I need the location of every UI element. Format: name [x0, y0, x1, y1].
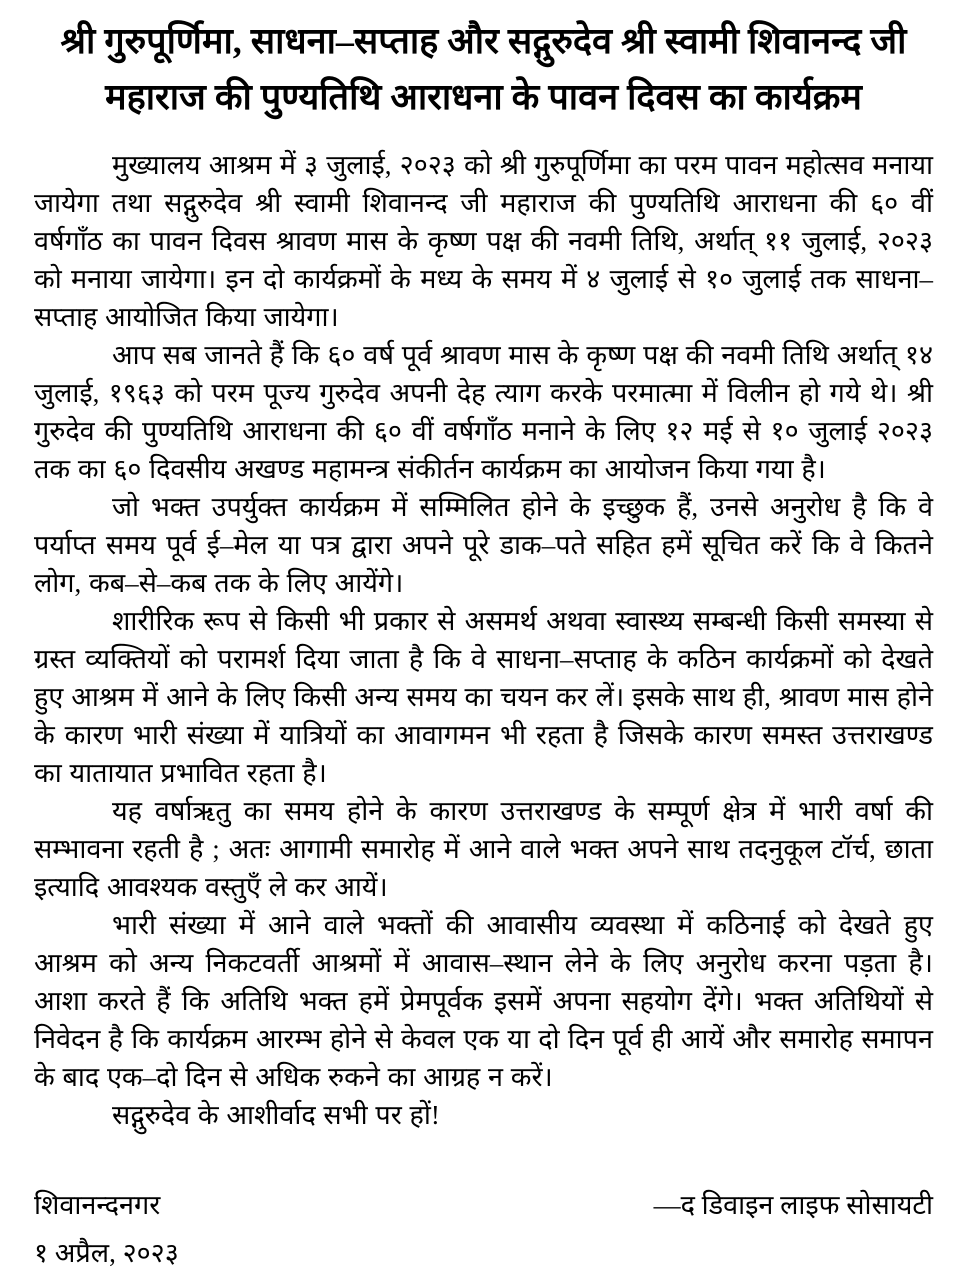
blessing-line: सद्गुरुदेव के आशीर्वाद सभी पर हों!	[112, 1099, 440, 1130]
footer-signature: —द डिवाइन लाइफ सोसायटी	[653, 1189, 933, 1220]
document-title: श्री गुरुपूर्णिमा, साधना–सप्ताह और सद्गुरुदेव श्री स्वामी शिवानन्द जी महाराज की पुण्यतिथि आराधना के पावन दिवस का कार्यक्रम	[60, 21, 907, 117]
footer-left-block	[34, 1186, 179, 1272]
paragraph-accommodation-advisory: भारी संख्या में आने वाले भक्तों की आवासीय व्यवस्था में कठिनाई को देखते हुए आश्रम को अन्य निकटवर्ती आश्रमों में आवास–स्थान लेने के लिए अनुरोध करना पड़ता है। आशा करते हैं कि अतिथि भक्त हमें प्रेमपूर्वक इसमें अपना सहयोग देंगे। भक्त अतिथियों से निवेदन है कि कार्यक्रम आरम्भ होने से केवल एक या दो दिन पूर्व ही आयें और समारोह समापन के बाद एक–दो दिन से अधिक रुकने का आग्रह न करें।	[34, 909, 933, 1092]
document-footer	[34, 1186, 933, 1272]
footer-date: १ अप्रैल, २०२३	[34, 1237, 179, 1268]
footer-place: शिवानन्दनगर	[34, 1189, 161, 1220]
paragraph-anniversary-history: आप सब जानते हैं कि ६० वर्ष पूर्व श्रावण मास के कृष्ण पक्ष की नवमी तिथि अर्थात् १४ जुलाई, १९६३ को परम पूज्य गुरुदेव अपनी देह त्याग करके परमात्मा में विलीन हो गये थे। श्री गुरुदेव की पुण्यतिथि आराधना की ६० वीं वर्षगाँठ मनाने के लिए १२ मई से १० जुलाई २०२३ तक का ६० दिवसीय अखण्ड महामन्त्र संकीर्तन कार्यक्रम का आयोजन किया गया है।	[34, 339, 933, 484]
paragraph-monsoon-advisory: यह वर्षाऋतु का समय होने के कारण उत्तराखण्ड के सम्पूर्ण क्षेत्र में भारी वर्षा की सम्भावना रहती है ; अतः आगामी समारोह में आने वाले भक्त अपने साथ तदनुकूल टॉर्च, छाता इत्यादि आवश्यक वस्तुएँ ले कर आयें।	[34, 795, 933, 902]
paragraph-registration-request: जो भक्त उपर्युक्त कार्यक्रम में सम्मिलित होने के इच्छुक हैं, उनसे अनुरोध है कि वे पर्याप्त समय पूर्व ई–मेल या पत्र द्वारा अपने पूरे डाक–पते सहित हमें सूचित करें कि वे कितने लोग, कब–से–कब तक के लिए आयेंगे।	[34, 491, 933, 598]
paragraph-health-advisory: शारीरिक रूप से किसी भी प्रकार से असमर्थ अथवा स्वास्थ्य सम्बन्धी किसी समस्या से ग्रस्त व्यक्तियों को परामर्श दिया जाता है कि वे साधना–सप्ताह के कठिन कार्यक्रमों को देखते हुए आश्रम में आने के लिए किसी अन्य समय का चयन कर लें। इसके साथ ही, श्रावण मास होने के कारण भारी संख्या में यात्रियों का आवागमन भी रहता है जिसके कारण समस्त उत्तराखण्ड का यातायात प्रभावित रहता है।	[34, 605, 933, 788]
document-body	[34, 146, 933, 1134]
paragraph-announcement-dates: मुख्यालय आश्रम में ३ जुलाई, २०२३ को श्री गुरुपूर्णिमा का परम पावन महोत्सव मनाया जायेगा तथा सद्गुरुदेव श्री स्वामी शिवानन्द जी महाराज की पुण्यतिथि आराधना की ६० वीं वर्षगाँठ का पावन दिवस श्रावण मास के कृष्ण पक्ष की नवमी तिथि, अर्थात् ११ जुलाई, २०२३ को मनाया जायेगा। इन दो कार्यक्रमों के मध्य के समय में ४ जुलाई से १० जुलाई तक साधना–सप्ताह आयोजित किया जायेगा।	[34, 149, 933, 332]
